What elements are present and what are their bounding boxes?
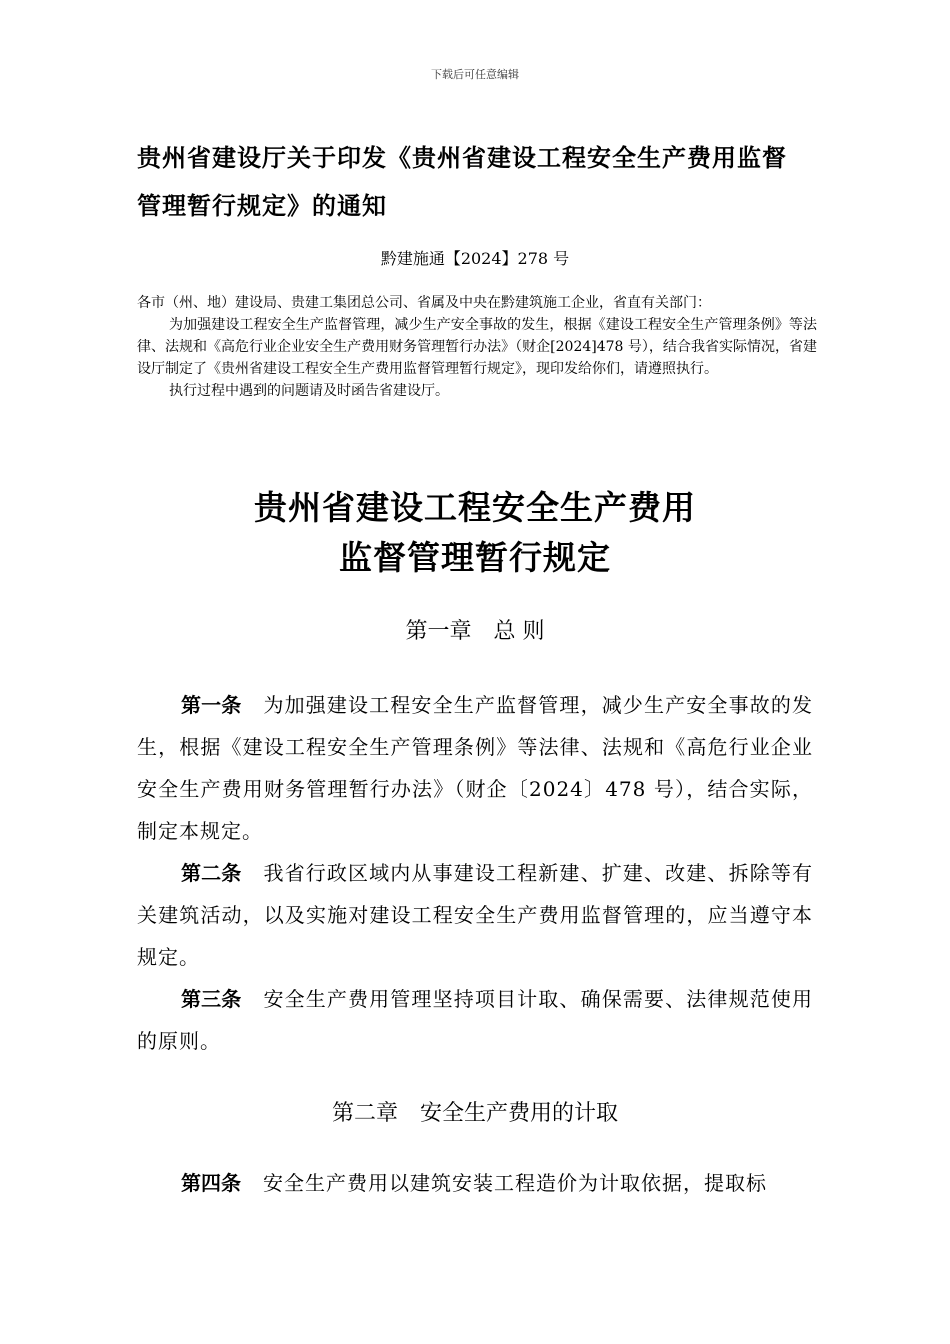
chapter-heading: 第一章 总 则	[405, 619, 545, 644]
notice-paragraph: 执行过程中遇到的问题请及时函告省建设厅。	[169, 383, 449, 399]
article-number: 第二条	[181, 861, 242, 885]
header-note: 下载后可任意编辑	[431, 68, 519, 81]
document-number: 黔建施通【2024】278 号	[380, 249, 570, 268]
regulation-title-line2: 监督管理暂行规定	[339, 538, 611, 577]
notice-body	[137, 292, 817, 402]
notice-paragraph: 为加强建设工程安全生产监督管理，减少生产安全事故的发生，根据《建设工程安全生产管理条例》等法律、法规和《高危行业企业安全生产费用财务管理暂行办法》（财企[2024]478 号），结合我省实际情况，省建设厅制定了《贵州省建设工程安全生产费用监督管理暂行规定》，现印发给你们，请遵照执行。	[137, 317, 817, 377]
article	[137, 852, 813, 978]
article	[137, 1162, 813, 1204]
article-text: 我省行政区域内从事建设工程新建、扩建、改建、拆除等有关建筑活动，以及实施对建设工程安全生产费用监督管理的，应当遵守本规定。	[137, 861, 814, 969]
chapter-heading: 第二章 安全生产费用的计取	[331, 1101, 618, 1126]
article-number: 第三条	[181, 987, 242, 1011]
article	[137, 978, 813, 1062]
notice-addressee: 各市（州、地）建设局、贵建工集团总公司、省属及中央在黔建筑施工企业，省直有关部门：	[137, 295, 711, 311]
regulation-title-line1: 贵州省建设工程安全生产费用	[254, 488, 696, 527]
article-number: 第一条	[181, 693, 242, 717]
article-text: 安全生产费用以建筑安装工程造价为计取依据，提取标	[263, 1171, 767, 1195]
notice-title-line1: 贵州省建设厅关于印发《贵州省建设工程安全生产费用监督	[137, 143, 787, 172]
article-number: 第四条	[181, 1171, 241, 1195]
article-text: 为加强建设工程安全生产监督管理，减少生产安全事故的发生，根据《建设工程安全生产管理条例》等法律、法规和《高危行业企业安全生产费用财务管理暂行办法》（财企〔2024〕478 号），结合实际，制定本规定。	[137, 693, 814, 843]
article	[137, 684, 813, 852]
notice-title-line2: 管理暂行规定》的通知	[137, 191, 387, 220]
article-text: 安全生产费用管理坚持项目计取、确保需要、法律规范使用的原则。	[137, 987, 814, 1053]
